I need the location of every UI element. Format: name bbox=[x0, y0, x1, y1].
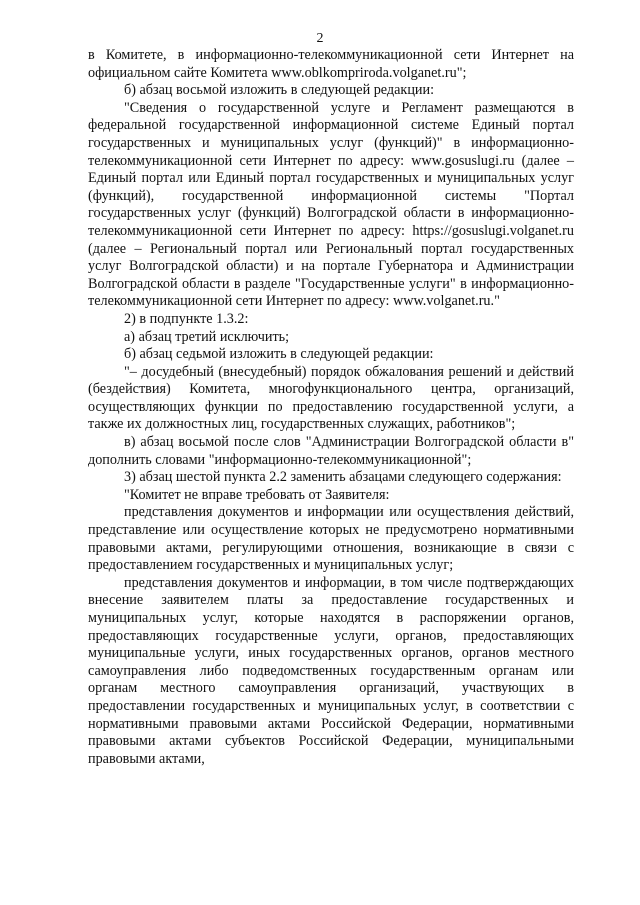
paragraph-5: а) абзац третий исключить; bbox=[124, 328, 290, 345]
paragraph-9: 3) абзац шестой пункта 2.2 заменить абзацами следующего содержания: bbox=[124, 469, 562, 486]
page-number: 2 bbox=[316, 31, 324, 46]
paragraph-11: представления документов и информации или осуществления действий, представление или осуществление которых не предусмотрено нормативными правовыми актами, регулирующими отношения, возникающие в связи с предоставлением государственных и муниципальных услуг; bbox=[88, 504, 574, 574]
paragraph-7: "– досудебный (внесудебный) порядок обжалования решений и действий (бездействия) Комитета, многофункционального центра, организаций, осуществляющих функции по предоставлению государственной услуги, а также их должностных лиц, государственных служащих, работников"; bbox=[88, 363, 574, 433]
paragraph-2: б) абзац восьмой изложить в следующей редакции: bbox=[124, 82, 435, 99]
paragraph-4: 2) в подпункте 1.3.2: bbox=[124, 310, 249, 327]
document-body bbox=[88, 47, 574, 768]
paragraph-6: б) абзац седьмой изложить в следующей редакции: bbox=[124, 346, 434, 363]
paragraph-8: в) абзац восьмой после слов "Администрации Волгоградской области в" дополнить словами "информационно-телекоммуникационной"; bbox=[88, 434, 574, 468]
paragraph-10: "Комитет не вправе требовать от Заявителя: bbox=[124, 486, 390, 503]
paragraph-1: в Комитете, в информационно-телекоммуникационной сети Интернет на официальном сайте Комитета www.oblkompriroda.volganet.ru"; bbox=[88, 47, 574, 81]
paragraph-12: представления документов и информации, в том числе подтверждающих внесение заявителем платы за предоставление государственных и муниципальных услуг, которые находятся в распоряжении органов, предоставляющих государственные услуги, органов, предоставляющих муниципальные услуги, иных государственных органов, органов местного самоуправления либо подведомственных государственным органам или органам местного самоуправления организаций, участвующих в предоставлении государственных и муниципальных услуг, в соответствии с нормативными правовыми актами Российской Федерации, нормативными правовыми актами субъектов Российской Федерации, муниципальными правовыми актами, bbox=[88, 574, 574, 767]
paragraph-3: "Сведения о государственной услуге и Регламент размещаются в федеральной государственной информационной системе Единый портал государственных и муниципальных услуг (функций)" в информационно-телекоммуникационной сети Интернет по адресу: www.gosuslugi.ru (далее – Единый портал или Единый портал государственных и муниципальных услуг (функций), государственной информационной системы "Портал государственных услуг (функций) Волгоградской области в информационно-телекоммуникационной сети Интернет по адресу: https://gosuslugi.volganet.ru (далее – Региональный портал или Региональный портал государственных услуг Волгоградской области) и на портале Губернатора и Администрации Волгоградской области в разделе "Государственные услуги" в информационно-телекоммуникационной сети Интернет по адресу: www.volganet.ru." bbox=[88, 99, 574, 310]
